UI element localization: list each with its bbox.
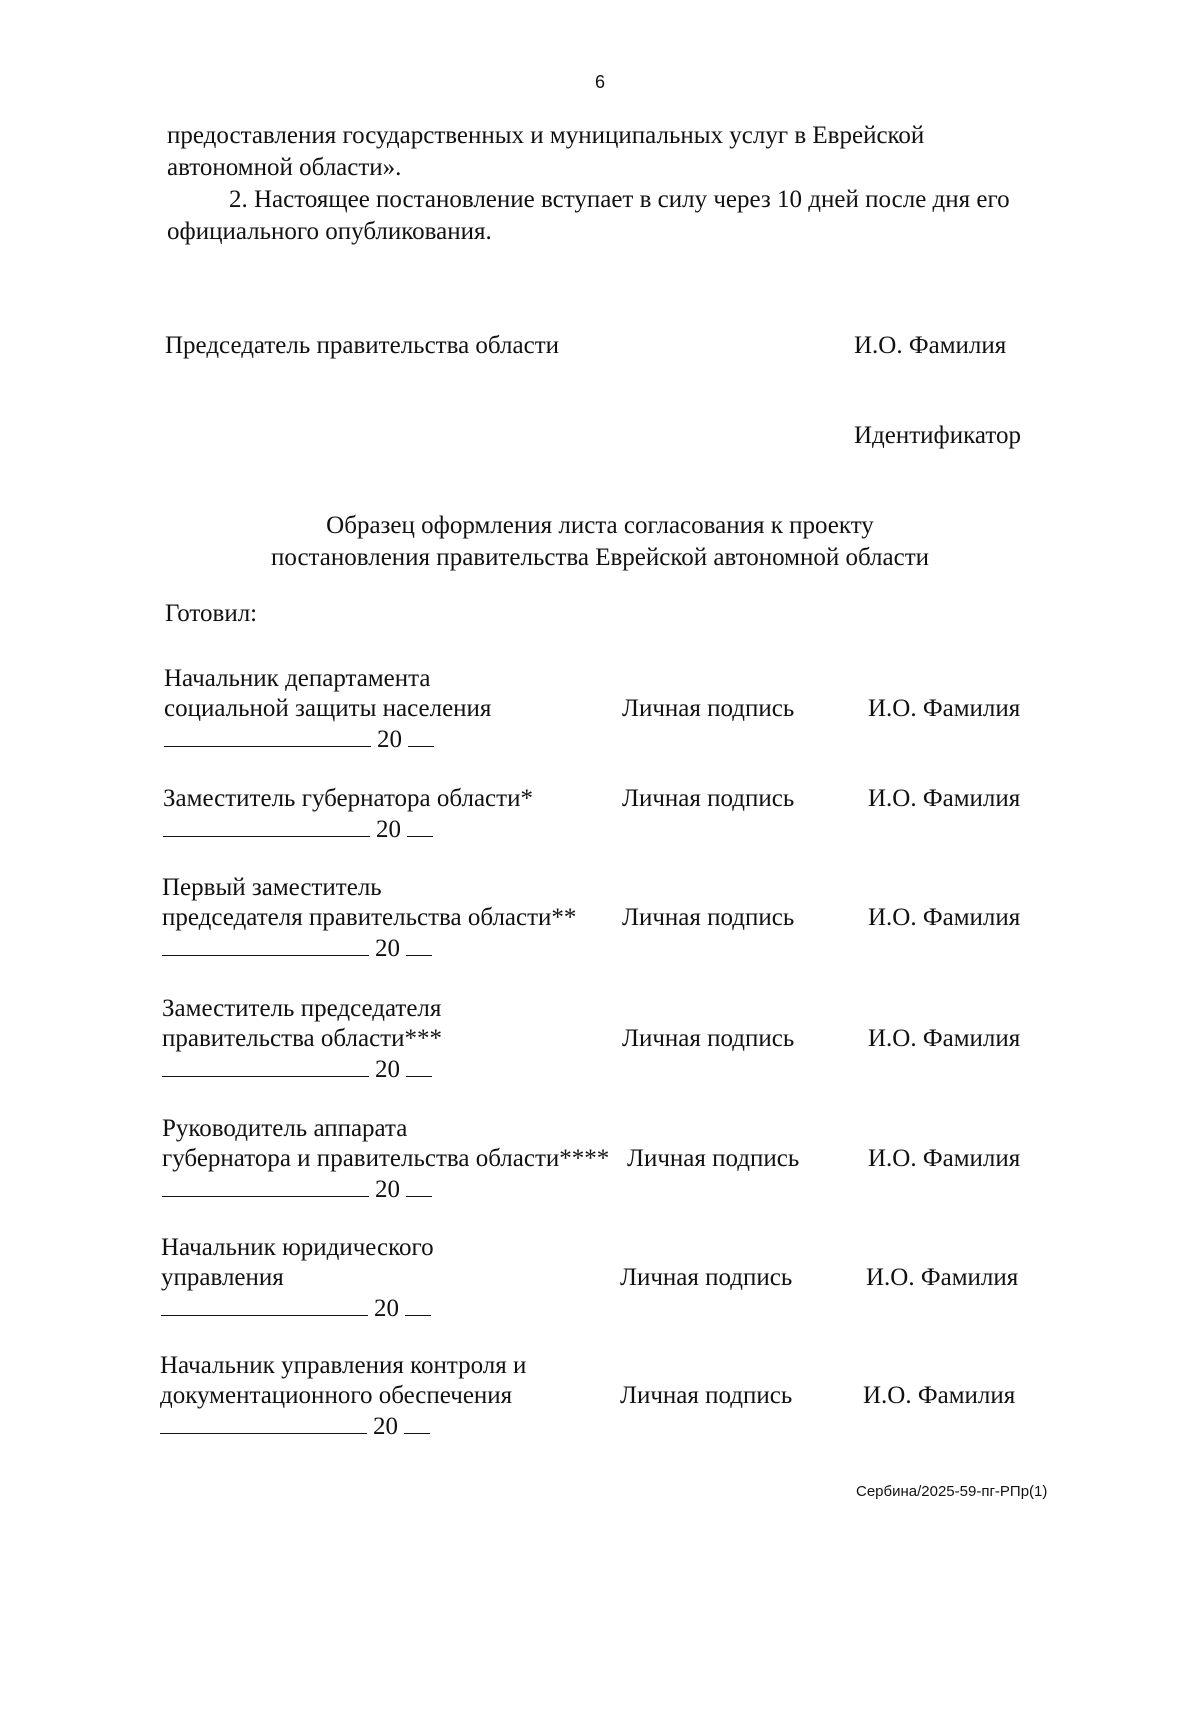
approval-position-line-1: Начальник юридического (161, 1234, 434, 1261)
approver-name: И.О. Фамилия (868, 1025, 1021, 1052)
page-number: 6 (594, 72, 605, 92)
paragraph-2-line-2: официального опубликования. (167, 218, 492, 245)
personal-signature: Личная подпись (622, 785, 795, 812)
personal-signature: Личная подпись (620, 1264, 793, 1291)
approval-position-line-2: документационного обеспечения (160, 1382, 513, 1409)
approver-name: И.О. Фамилия (868, 785, 1021, 812)
prepared-label: Готовил: (165, 600, 258, 627)
date-underline (162, 1054, 369, 1077)
paragraph-1-line-1: предоставления государственных и муниципальных услуг в Еврейской (167, 122, 925, 149)
date-line (161, 1293, 631, 1324)
approver-name: И.О. Фамилия (866, 1264, 1019, 1291)
date-year: 20 (375, 1056, 400, 1083)
approval-position-line-1: Заместитель губернатора области* (163, 785, 533, 812)
year-blank (407, 814, 433, 837)
personal-signature: Личная подпись (622, 1025, 795, 1052)
approver-name: И.О. Фамилия (863, 1382, 1016, 1409)
personal-signature: Личная подпись (627, 1145, 800, 1172)
date-year: 20 (373, 1413, 398, 1440)
approval-position-line-2: правительства области*** (162, 1025, 442, 1052)
year-blank (406, 1174, 432, 1197)
paragraph-2-line-1: 2. Настоящее постановление вступает в силу через 10 дней после дня его (229, 186, 1010, 213)
date-underline (162, 1174, 369, 1197)
date-line (163, 814, 633, 845)
approval-position-line-2: председателя правительства области** (162, 904, 577, 931)
date-underline (161, 1293, 368, 1316)
date-underline (162, 933, 369, 956)
personal-signature: Личная подпись (622, 695, 795, 722)
approval-position-line-1: Начальник управления контроля и (160, 1352, 527, 1379)
personal-signature: Личная подпись (620, 1382, 793, 1409)
document-code: Сербина/2025-59-пг-РПр(1) (856, 1483, 1048, 1500)
paragraph-1-line-2: автономной области». (167, 154, 402, 181)
approval-position-line-1: Заместитель председателя (162, 995, 442, 1022)
sample-title-line-1: Образец оформления листа согласования к проекту (326, 512, 874, 539)
chairman-title: Председатель правительства области (165, 332, 559, 359)
approval-position-line-1: Начальник департамента (164, 665, 431, 692)
date-underline (164, 724, 371, 747)
sample-title-line-2: постановления правительства Еврейской автономной области (270, 544, 930, 571)
year-blank (405, 1293, 431, 1316)
body-text (167, 120, 1032, 248)
date-line (162, 933, 632, 964)
approval-position-line-2: социальной защиты населения (164, 695, 492, 722)
approver-name: И.О. Фамилия (868, 695, 1021, 722)
year-blank (406, 933, 432, 956)
year-blank (406, 1054, 432, 1077)
identifier-label: Идентификатор (854, 422, 1021, 449)
approval-position-line-1: Руководитель аппарата (162, 1115, 408, 1142)
date-line (162, 1054, 632, 1085)
year-blank (404, 1411, 430, 1434)
date-underline (160, 1411, 367, 1434)
approval-position-line-2: губернатора и правительства области**** (162, 1145, 610, 1172)
date-year: 20 (375, 935, 400, 962)
personal-signature: Личная подпись (622, 904, 795, 931)
chairman-name: И.О. Фамилия (854, 332, 1007, 359)
date-line (160, 1411, 630, 1442)
approval-position-line-1: Первый заместитель (162, 874, 382, 901)
date-underline (163, 814, 370, 837)
date-year: 20 (375, 1176, 400, 1203)
approver-name: И.О. Фамилия (868, 1145, 1021, 1172)
approver-name: И.О. Фамилия (868, 904, 1021, 931)
date-year: 20 (377, 726, 402, 753)
date-year: 20 (376, 816, 401, 843)
year-blank (408, 724, 434, 747)
date-line (162, 1174, 632, 1205)
date-year: 20 (374, 1295, 399, 1322)
approval-position-line-2: управления (161, 1264, 284, 1291)
sample-title (200, 510, 1000, 574)
date-line (164, 724, 634, 755)
